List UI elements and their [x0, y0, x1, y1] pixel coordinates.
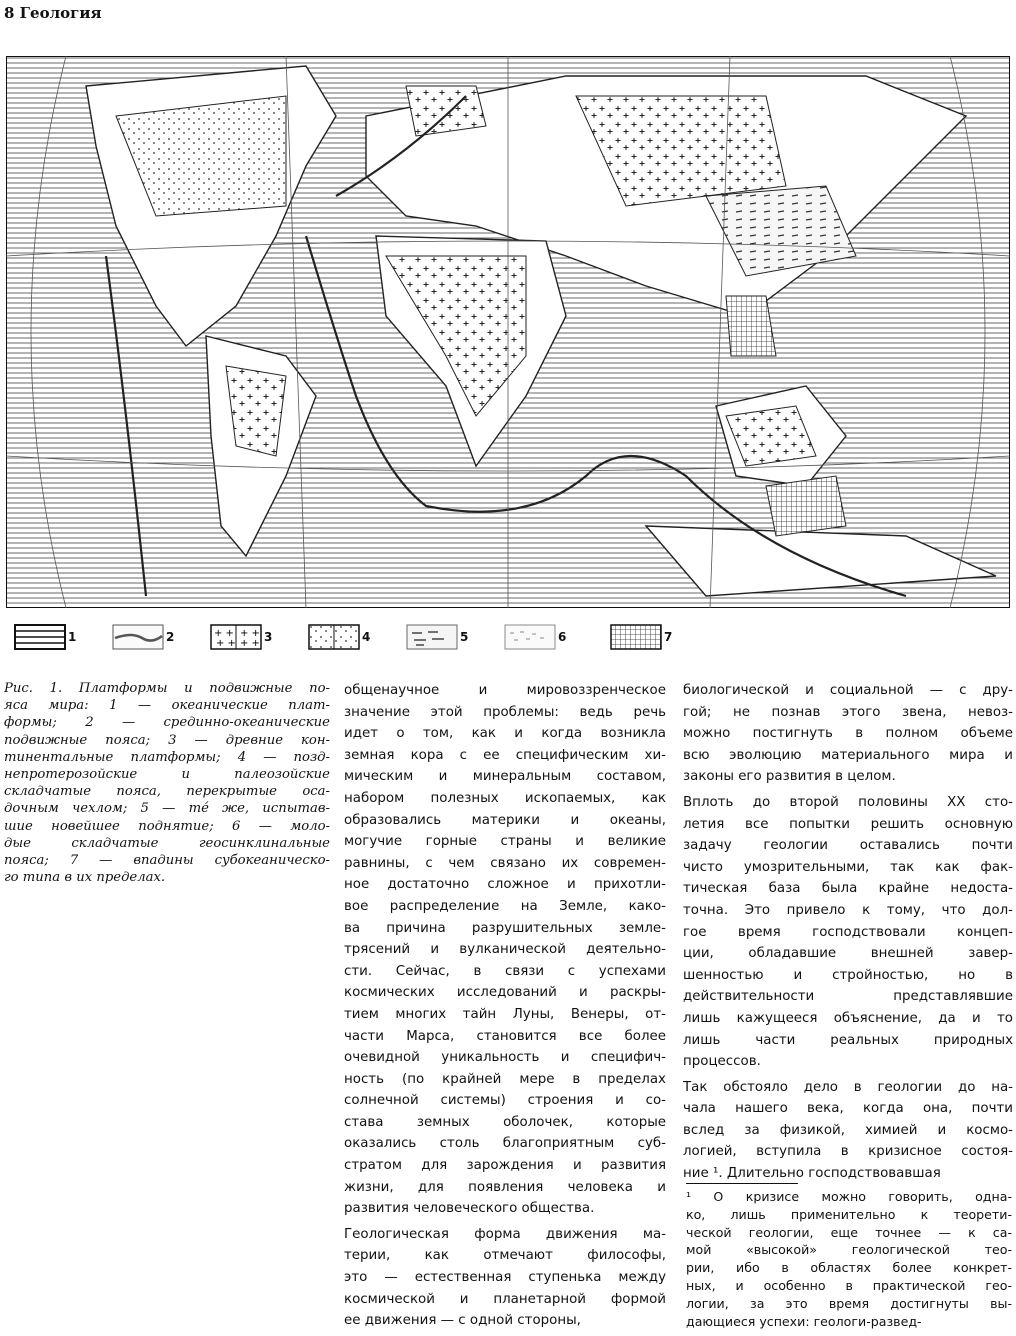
- text-line: вое распределение на Земле, како-: [344, 898, 666, 914]
- text-line: терии, как отмечают философы,: [344, 1248, 666, 1264]
- text-line: шенностью и стройностью, но в: [683, 967, 1013, 983]
- text-line: тическая база была крайне недоста-: [683, 881, 1013, 897]
- text-line: ность (по крайней мере в пределах: [344, 1071, 666, 1087]
- text-line: тинентальные платформы; 4 — позд-: [4, 749, 330, 765]
- text-line: действительности представлявшие: [683, 989, 1013, 1005]
- text-line: процессов.: [683, 1054, 761, 1070]
- text-line: ние ¹. Длительно господствовавшая: [683, 1166, 941, 1182]
- legend-item: 5: [406, 624, 468, 650]
- svg-text:+ +: + +: [240, 638, 260, 649]
- footnote-divider: [686, 1183, 798, 1184]
- section-title: Геология: [19, 4, 102, 22]
- page-number: 8: [4, 4, 15, 22]
- text-line: става земных оболочек, которые: [344, 1114, 666, 1130]
- text-line: части Марса, становится все более: [344, 1028, 666, 1044]
- text-line: задачу геологии оставались почти: [683, 838, 1013, 854]
- text-line: Геологическая форма движения ма-: [344, 1226, 666, 1242]
- text-line: тием многих тайн Луны, Венеры, от-: [344, 1006, 666, 1022]
- text-line: мическим и минеральным составом,: [344, 769, 666, 785]
- svg-text:+ +: + +: [216, 638, 236, 649]
- text-line: дочным чехлом; 5 — те́ же, испытав-: [4, 801, 330, 817]
- text-line: лишь части реальных природных: [683, 1032, 1013, 1048]
- text-line: логией, вступила в кризисное состоя-: [683, 1144, 1013, 1160]
- paragraph: [344, 1224, 666, 1332]
- paragraph: [683, 680, 1013, 788]
- text-line: непротерозойские и палеозойские: [4, 767, 330, 783]
- legend-item: 7: [610, 624, 672, 650]
- text-line: лишь кажущееся объяснение, да и то: [683, 1010, 1013, 1026]
- text-line: мой «высокой» геологической тео-: [686, 1242, 1012, 1258]
- text-line: законы его развития в целом.: [683, 769, 896, 785]
- text-line: можно постигнуть в полном объеме: [683, 726, 1013, 742]
- text-line: оказались столь благоприятным суб-: [344, 1136, 666, 1152]
- legend-item: 2: [112, 624, 174, 650]
- text-line: го типа в их пределах.: [4, 870, 166, 886]
- text-line: очевидной уникальность и специфич-: [344, 1050, 666, 1066]
- text-line: трясений и вулканической деятельно-: [344, 942, 666, 958]
- footnote: [686, 1188, 1012, 1330]
- text-line: развития человеческого общества.: [344, 1201, 595, 1217]
- legend-item: 6: [504, 624, 566, 650]
- text-line: Вплоть до второй половины XX сто-: [683, 794, 1013, 810]
- text-line: могучие горные страны и великие: [344, 834, 666, 850]
- text-line: стратом для зарождения и развития: [344, 1158, 666, 1174]
- text-line: шие новейшее поднятие; 6 — моло-: [4, 818, 330, 834]
- text-line: гое время господствовали концеп-: [683, 924, 1013, 940]
- map-legend: [14, 624, 694, 650]
- text-line: набором полезных ископаемых, как: [344, 790, 666, 806]
- text-line: космических исследований и раскры-: [344, 985, 666, 1001]
- text-line: Рис. 1. Платформы и подвижные по-: [4, 681, 330, 696]
- svg-text:+ +: + +: [214, 628, 234, 639]
- text-line: земная кора с ее специфическим хи-: [344, 747, 666, 763]
- paragraph: [683, 1077, 1013, 1185]
- text-line: логии, за это время достигнуты вы-: [686, 1295, 1012, 1311]
- text-line: рии, ибо в областях более конкрет-: [686, 1260, 1012, 1276]
- text-line: точна. Это привело к тому, что дол-: [683, 902, 1013, 918]
- text-line: гой; не познав этого звена, невоз-: [683, 704, 1013, 720]
- text-line: дые складчатые геосинклинальные: [4, 835, 330, 851]
- text-line: всю эволюцию материального мира и: [683, 747, 1013, 763]
- text-line: Так обстояло дело в геологии до на-: [683, 1079, 1013, 1095]
- text-column-2: [344, 680, 666, 1332]
- text-line: формы; 2 — срединно-океанические: [4, 715, 330, 731]
- figure-caption: [4, 680, 330, 886]
- text-line: чисто умозрительными, так как фак-: [683, 859, 1013, 875]
- text-line: ко, лишь применительно к теорети-: [686, 1206, 1012, 1222]
- world-geology-map: [6, 56, 1010, 608]
- text-line: образовались материки и океаны,: [344, 812, 666, 828]
- svg-text:+ +: + +: [240, 628, 260, 639]
- text-line: общенаучное и мировоззренческое: [344, 683, 666, 698]
- text-line: это — естественная ступенька между: [344, 1270, 666, 1286]
- text-line: летия все попытки решить основную: [683, 816, 1013, 832]
- text-line: биологической и социальной — с дру-: [683, 683, 1013, 698]
- paragraph: [683, 792, 1013, 1073]
- text-line: ное достаточно сложное и прихотли-: [344, 877, 666, 893]
- text-line: ции, обладавшие внешней завер-: [683, 946, 1013, 962]
- text-line: космической и планетарной формой: [344, 1291, 666, 1307]
- page-header: [4, 4, 102, 22]
- text-line: ных, и особенно в практической гео-: [686, 1277, 1012, 1293]
- text-line: равнины, с чем связано их современ-: [344, 855, 666, 871]
- text-line: подвижные пояса; 3 — древние кон-: [4, 732, 330, 748]
- text-line: ¹ О кризисе можно говорить, одна-: [686, 1189, 1012, 1204]
- text-line: ва причина разрушительных земле-: [344, 920, 666, 936]
- text-line: идет о том, как и когда возникла: [344, 726, 666, 742]
- legend-item: + + + + + + + + 3: [210, 624, 272, 650]
- text-line: солнечной системы) строения и со-: [344, 1093, 666, 1109]
- paragraph: [344, 680, 666, 1220]
- text-line: складчатые пояса, перекрытые оса-: [4, 784, 330, 800]
- text-line: ее движения — с одной стороны,: [344, 1313, 581, 1329]
- text-column-3: [683, 680, 1013, 1185]
- text-line: пояса; 7 — впадины субокеаническо-: [4, 853, 330, 869]
- text-line: яса мира: 1 — океанические плат-: [4, 698, 330, 714]
- text-line: чала нашего века, когда она, почти: [683, 1101, 1013, 1117]
- text-line: значение этой проблемы: ведь речь: [344, 704, 666, 720]
- text-line: сти. Сейчас, в связи с успехами: [344, 963, 666, 979]
- text-line: вслед за физикой, химией и космо-: [683, 1122, 1013, 1138]
- legend-item: 1: [14, 624, 76, 650]
- text-line: ческой геологии, еще точнее — к са-: [686, 1224, 1012, 1240]
- legend-item: 4: [308, 624, 370, 650]
- text-line: жизни, для появления человека и: [344, 1179, 666, 1195]
- text-line: дающиеся успехи: геологи-развед-: [686, 1313, 922, 1329]
